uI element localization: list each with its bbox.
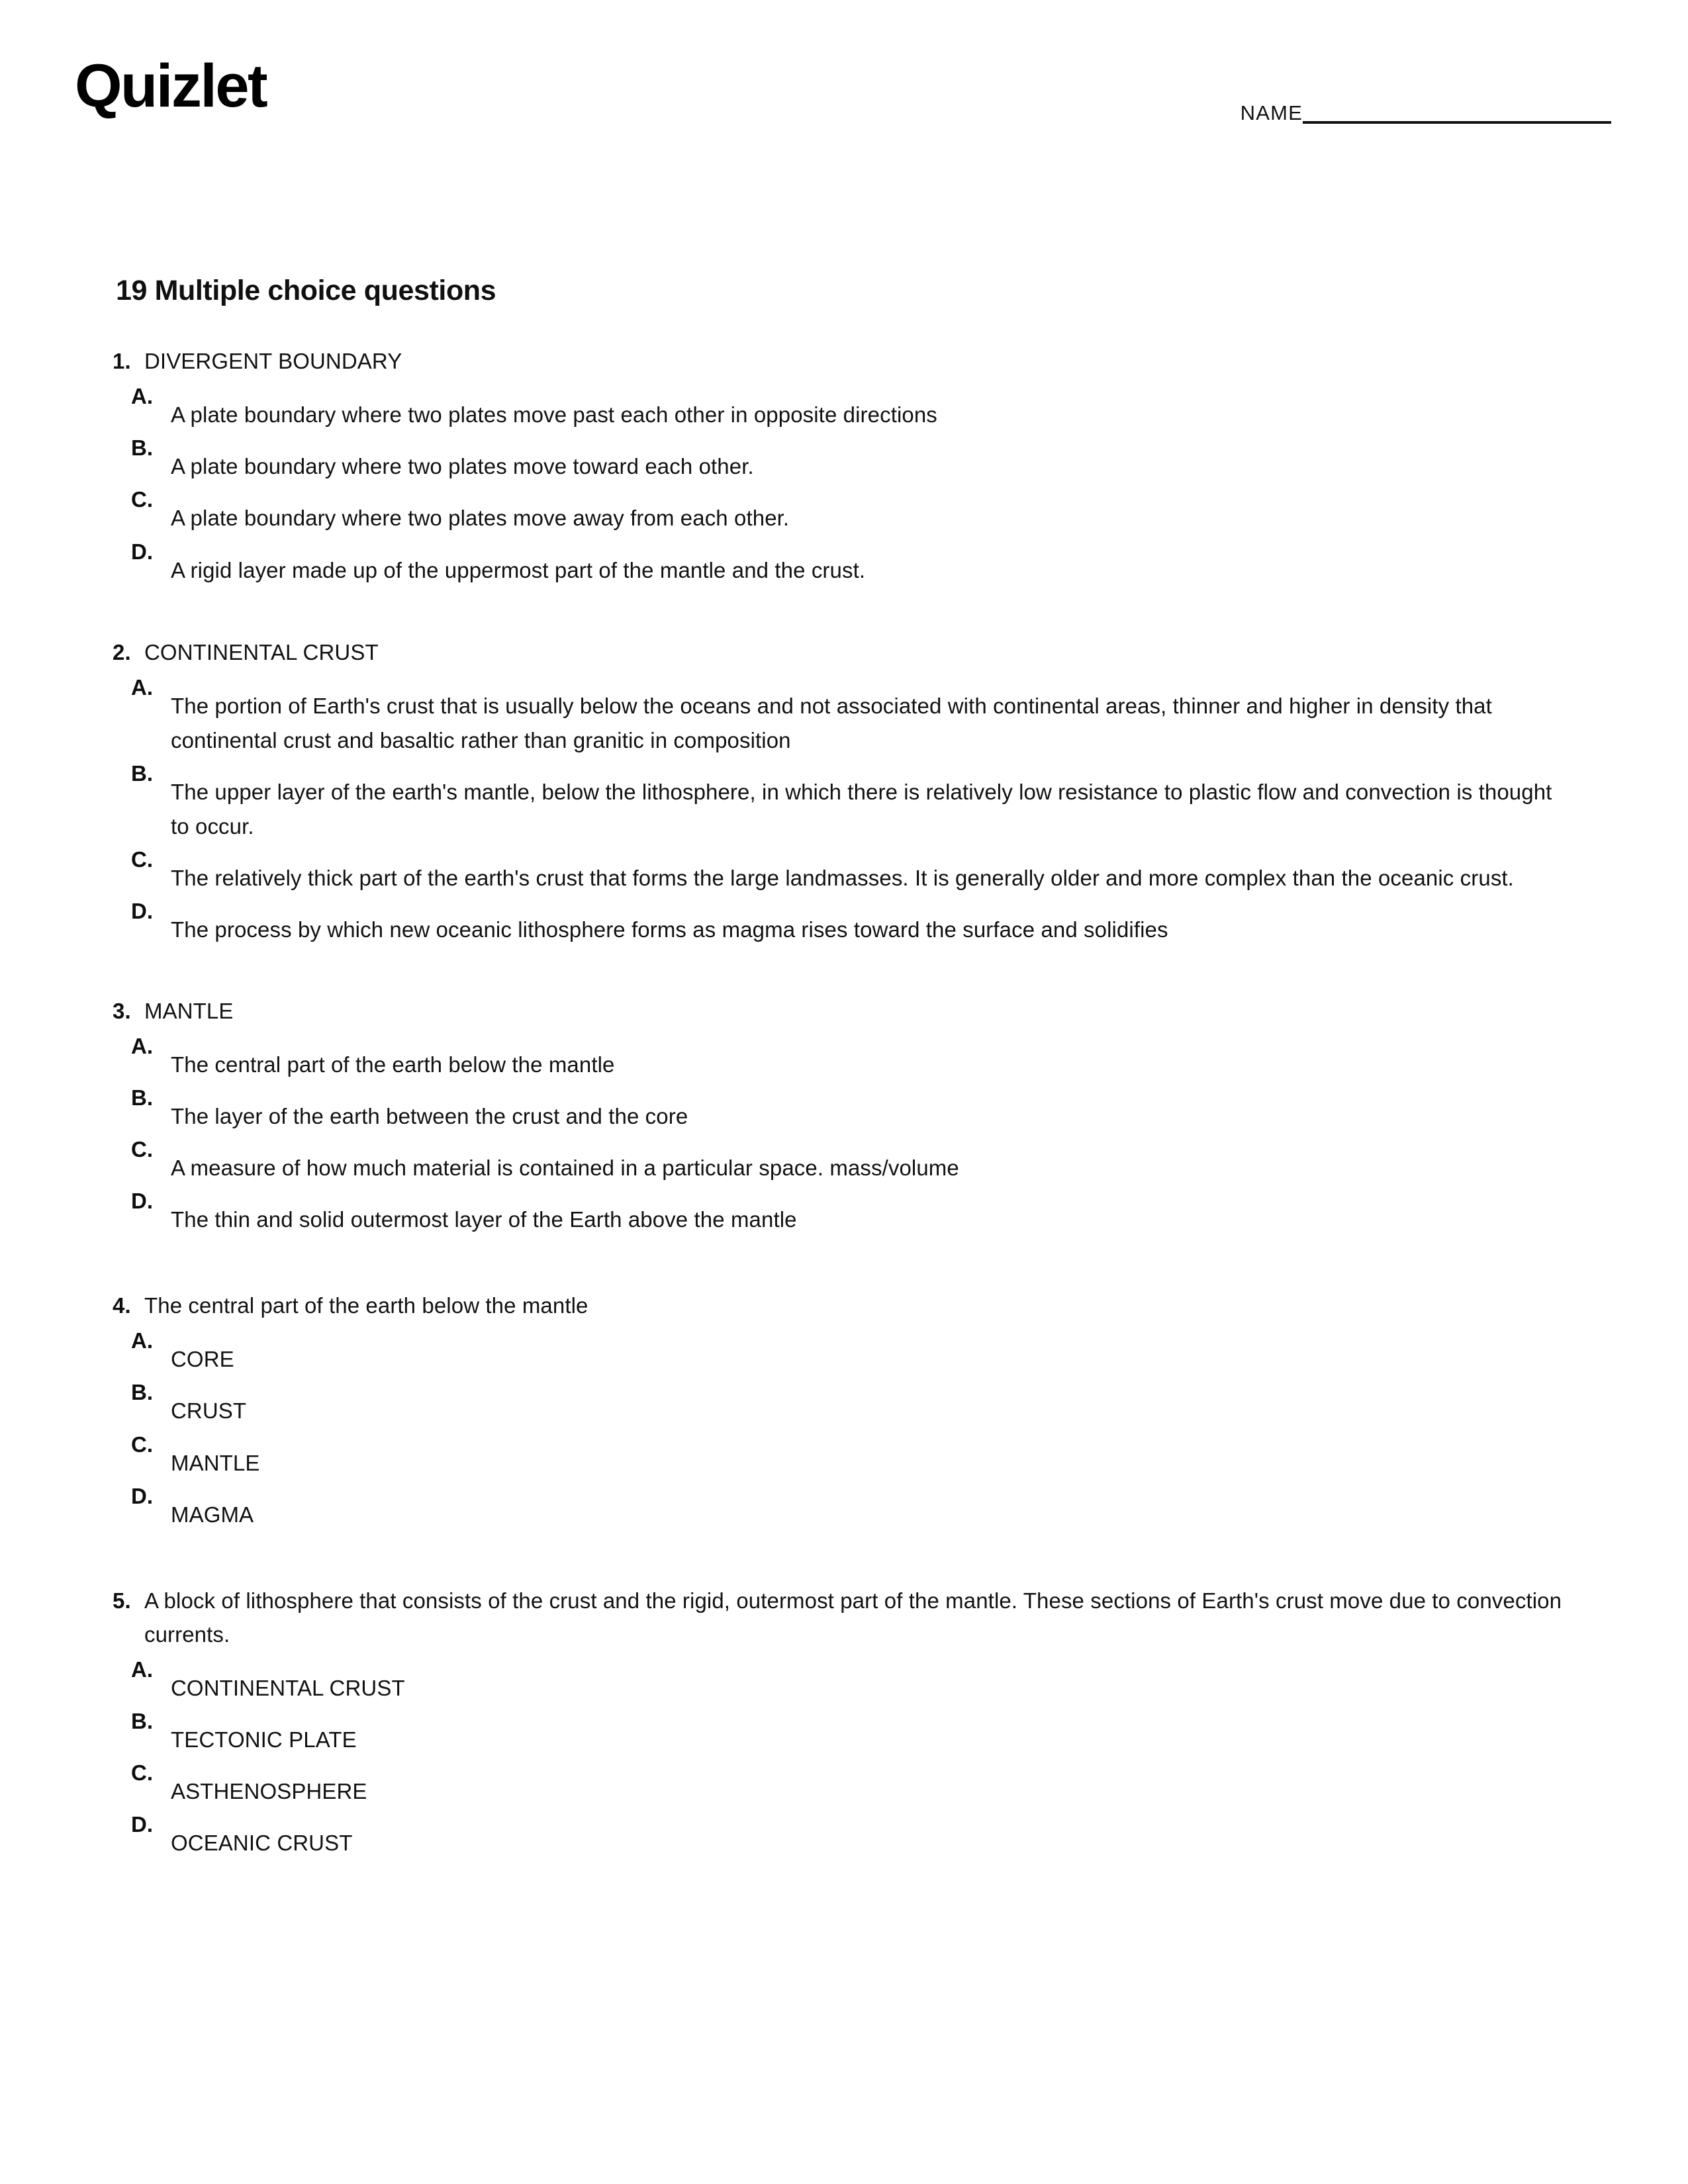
question-prompt	[113, 1289, 1575, 1322]
name-label: NAME	[1240, 101, 1303, 124]
answer-option-text: The central part of the earth below the mantle	[171, 1052, 615, 1077]
answer-option-text: OCEANIC CRUST	[171, 1831, 353, 1856]
answer-option-letter: B.	[131, 761, 153, 786]
answer-option-letter: D.	[131, 1812, 153, 1837]
answer-option-list	[113, 1326, 1575, 1532]
answer-option-letter: C.	[131, 1136, 153, 1161]
page-title: 19 Multiple choice questions	[116, 275, 496, 306]
answer-option[interactable]	[113, 1430, 1575, 1480]
question-number: 4.	[113, 1293, 131, 1318]
question-item	[0, 994, 1688, 1238]
answer-option[interactable]	[113, 1187, 1575, 1237]
name-write-in-line[interactable]	[1303, 121, 1611, 124]
answer-option-letter: C.	[131, 847, 153, 872]
answer-option[interactable]	[113, 1135, 1575, 1185]
answer-option[interactable]	[113, 897, 1575, 947]
answer-option[interactable]	[113, 845, 1575, 895]
page-header	[0, 0, 1688, 199]
question-item	[0, 344, 1688, 588]
answer-option[interactable]	[113, 759, 1575, 844]
answer-option-list	[113, 1655, 1575, 1861]
answer-option-letter: A.	[131, 1328, 153, 1353]
answer-option[interactable]	[113, 1655, 1575, 1706]
answer-option-text: CRUST	[171, 1398, 247, 1424]
answer-option-letter: A.	[131, 1033, 153, 1058]
answer-option-letter: B.	[131, 1380, 153, 1405]
answer-option[interactable]	[113, 485, 1575, 535]
answer-option[interactable]	[113, 1326, 1575, 1377]
answer-option-text: A measure of how much material is contained in a particular space. mass/volume	[171, 1155, 959, 1180]
answer-option-list	[113, 382, 1575, 588]
answer-option[interactable]	[113, 1378, 1575, 1428]
answer-option-letter: D.	[131, 1483, 153, 1508]
answer-option-letter: A.	[131, 384, 153, 409]
answer-option-text: A plate boundary where two plates move past each other in opposite directions	[171, 402, 937, 428]
quizlet-logo: Quizlet	[75, 52, 267, 120]
answer-option-letter: C.	[131, 1432, 153, 1457]
answer-option[interactable]	[113, 1482, 1575, 1532]
answer-option[interactable]	[113, 433, 1575, 484]
answer-option[interactable]	[113, 1083, 1575, 1134]
answer-option-letter: B.	[131, 1085, 153, 1110]
answer-option[interactable]	[113, 1810, 1575, 1860]
answer-option[interactable]	[113, 537, 1575, 588]
answer-option-letter: A.	[131, 674, 153, 700]
question-text: DIVERGENT BOUNDARY	[144, 349, 402, 373]
answer-option-text: The layer of the earth between the crust and the core	[171, 1103, 688, 1128]
question-number: 3.	[113, 998, 131, 1023]
answer-option-text: TECTONIC PLATE	[171, 1727, 357, 1752]
question-list	[0, 344, 1688, 1862]
answer-option-list	[113, 1032, 1575, 1238]
question-number: 1.	[113, 349, 131, 373]
answer-option-letter: A.	[131, 1657, 153, 1682]
answer-option-text: CORE	[171, 1347, 234, 1372]
answer-option[interactable]	[113, 382, 1575, 432]
answer-option[interactable]	[113, 1758, 1575, 1809]
answer-option-letter: D.	[131, 1189, 153, 1214]
answer-option-text: The upper layer of the earth's mantle, below the lithosphere, in which there is relatively low resistance to plastic flow and convection is thought to occur.	[171, 780, 1552, 839]
answer-option-letter: D.	[131, 539, 153, 564]
answer-option-text: MAGMA	[171, 1502, 254, 1527]
question-prompt	[113, 1584, 1575, 1651]
question-text: MANTLE	[144, 998, 234, 1023]
answer-option-text: A plate boundary where two plates move away from each other.	[171, 506, 790, 531]
answer-option-text: A plate boundary where two plates move toward each other.	[171, 454, 754, 479]
answer-option[interactable]	[113, 673, 1575, 758]
question-prompt	[113, 344, 1575, 378]
answer-option[interactable]	[113, 1032, 1575, 1082]
question-item	[0, 635, 1688, 948]
answer-option[interactable]	[113, 1707, 1575, 1757]
question-number: 2.	[113, 639, 131, 664]
question-number: 5.	[113, 1588, 131, 1613]
question-prompt	[113, 635, 1575, 669]
question-item	[0, 1584, 1688, 1861]
answer-option-text: The process by which new oceanic lithosphere forms as magma rises toward the surface and solidifies	[171, 917, 1168, 942]
answer-option-letter: C.	[131, 487, 153, 512]
question-text: A block of lithosphere that consists of the crust and the rigid, outermost part of the mantle. These sections of Earth's crust move due to convection currents.	[144, 1588, 1562, 1647]
question-prompt	[113, 994, 1575, 1028]
answer-option-letter: D.	[131, 899, 153, 924]
answer-option-list	[113, 673, 1575, 948]
answer-option-text: ASTHENOSPHERE	[171, 1779, 367, 1804]
question-text: The central part of the earth below the mantle	[144, 1293, 588, 1318]
answer-option-letter: B.	[131, 1709, 153, 1734]
question-text: CONTINENTAL CRUST	[144, 639, 379, 664]
name-field-block	[1241, 103, 1611, 125]
answer-option-text: The thin and solid outermost layer of the Earth above the mantle	[171, 1207, 797, 1232]
answer-option-text: MANTLE	[171, 1450, 260, 1475]
answer-option-text: A rigid layer made up of the uppermost part of the mantle and the crust.	[171, 557, 866, 582]
answer-option-text: The portion of Earth's crust that is usually below the oceans and not associated with continental areas, thinner and higher in density that continental crust and basaltic rather than granitic in composition	[171, 693, 1492, 752]
question-item	[0, 1289, 1688, 1532]
answer-option-letter: C.	[131, 1760, 153, 1786]
answer-option-text: CONTINENTAL CRUST	[171, 1676, 405, 1701]
answer-option-text: The relatively thick part of the earth's crust that forms the large landmasses. It is generally older and more complex than the oceanic crust.	[171, 866, 1514, 891]
answer-option-letter: B.	[131, 435, 153, 461]
